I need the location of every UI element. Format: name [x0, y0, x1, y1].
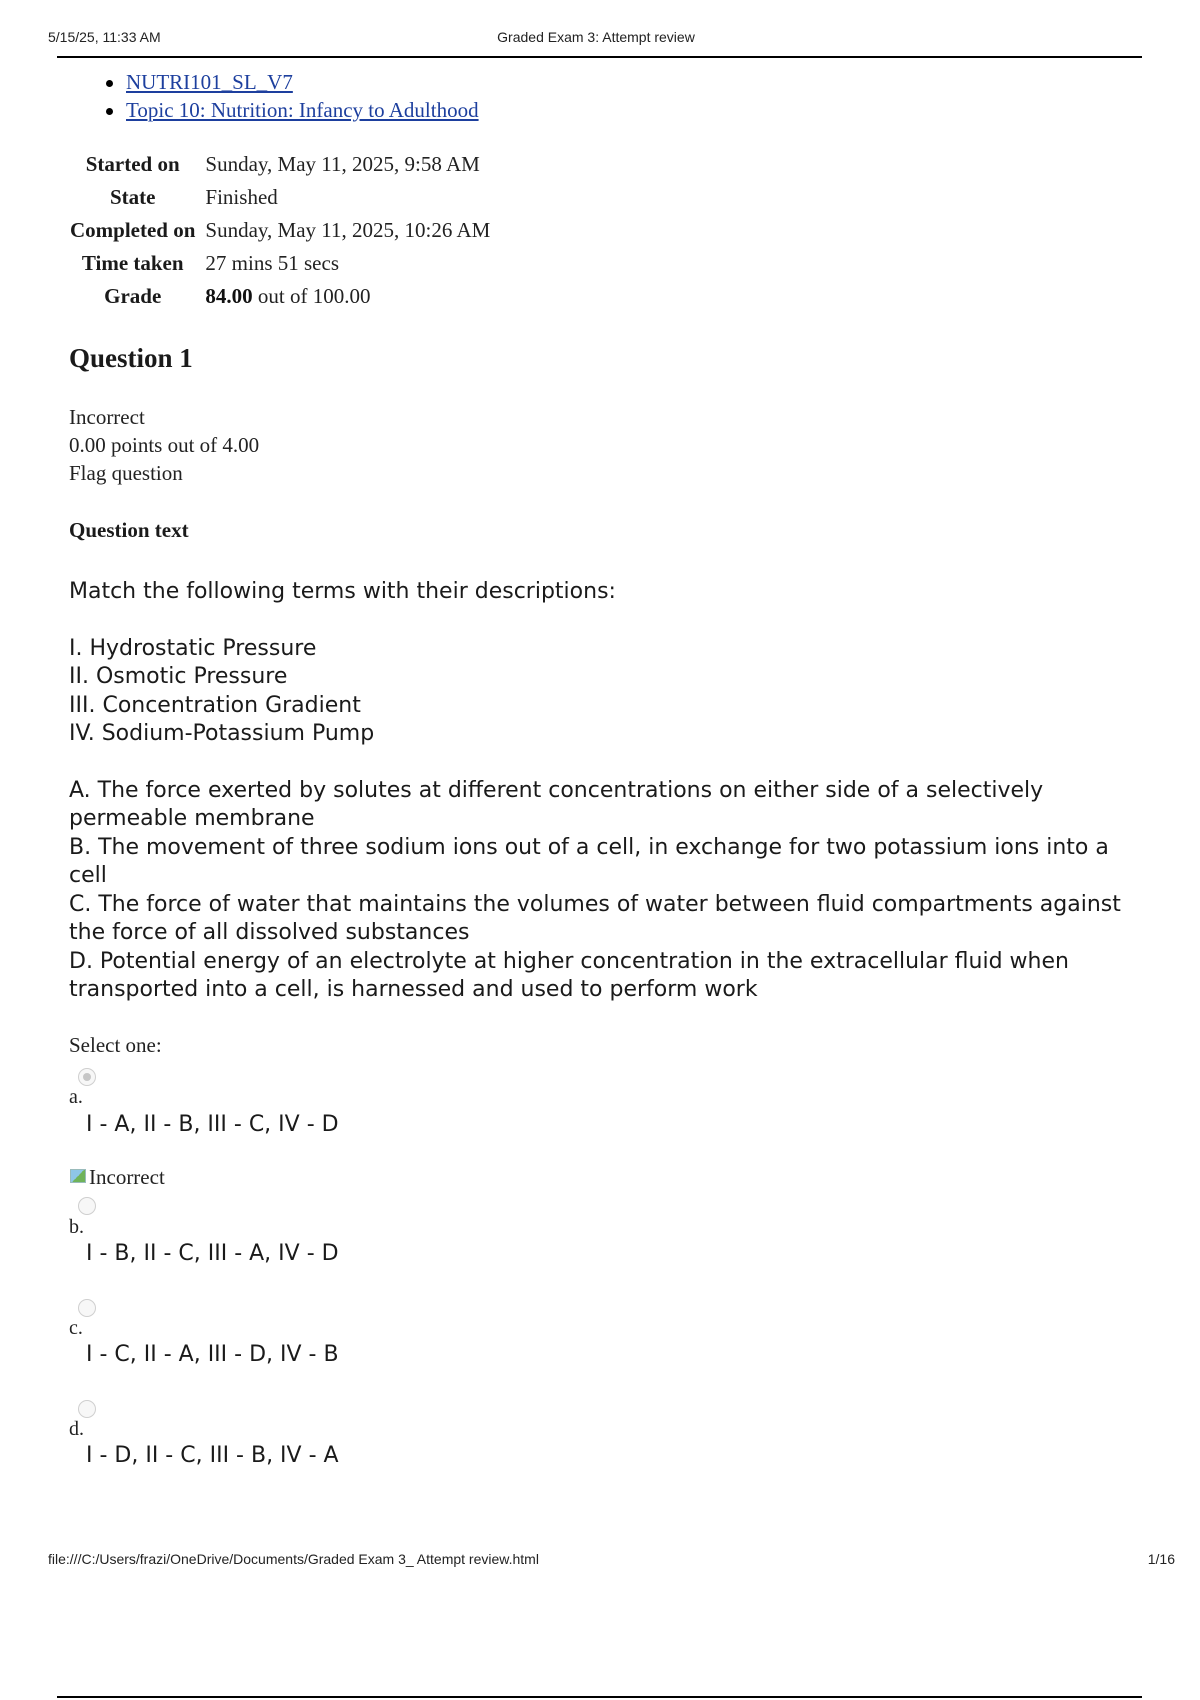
- summary-row-time: [70, 247, 490, 280]
- term-item: III. Concentration Gradient: [69, 692, 361, 718]
- incorrect-icon: [69, 1167, 89, 1187]
- term-item: I. Hydrostatic Pressure: [69, 635, 317, 661]
- answer-feedback: [69, 1165, 165, 1190]
- summary-label: Grade: [104, 284, 162, 308]
- term-item: IV. Sodium-Potassium Pump: [69, 721, 375, 746]
- description-item: D. Potential energy of an electrolyte at higher concentration in the extracellular fluid when transported into a cell, is harnessed and used to perform work: [69, 948, 1069, 1002]
- header-divider: [57, 56, 1142, 58]
- print-footer: [48, 1551, 1175, 1569]
- option-b-letter: b.: [69, 1216, 84, 1238]
- question-title: Question 1: [69, 343, 193, 373]
- summary-label: Time taken: [81, 251, 184, 275]
- option-d-text: I - D, II - C, III - B, IV - A: [86, 1443, 339, 1468]
- option-a-letter: a.: [69, 1086, 83, 1108]
- print-timestamp: 5/15/25, 11:33 AM: [48, 29, 161, 45]
- question-text-label: Question text: [69, 518, 189, 542]
- breadcrumb-item: [104, 96, 479, 124]
- summary-row-completed: [70, 214, 490, 247]
- description-item: C. The force of water that maintains the volumes of water between fluid compartments against the force of all dissolved substances: [69, 891, 1121, 945]
- grade-value: [199, 280, 490, 313]
- question-prompt: Match the following terms with their descriptions:: [69, 579, 616, 604]
- summary-value: Sunday, May 11, 2025, 9:58 AM: [205, 152, 480, 176]
- summary-row-grade: [70, 280, 490, 313]
- summary-label: State: [109, 185, 156, 209]
- option-b-text: I - B, II - C, III - A, IV - D: [86, 1241, 339, 1266]
- print-page-number: 1/16: [1147, 1551, 1175, 1567]
- option-d-letter: d.: [69, 1418, 84, 1440]
- summary-value: Sunday, May 11, 2025, 10:26 AM: [205, 218, 491, 242]
- summary-row-state: [70, 181, 490, 214]
- breadcrumb-link-course[interactable]: NUTRI101_SL_V7: [126, 70, 293, 94]
- option-a-radio[interactable]: [78, 1068, 96, 1086]
- option-c-text: I - C, II - A, III - D, IV - B: [86, 1342, 339, 1367]
- print-header: [48, 29, 1144, 47]
- question-body: [69, 578, 1149, 1005]
- summary-value: 27 mins 51 secs: [205, 251, 339, 275]
- summary-row-started: [70, 148, 490, 181]
- question-status: Incorrect: [69, 405, 145, 429]
- option-a-text: I - A, II - B, III - C, IV - D: [86, 1112, 339, 1137]
- summary-label: Completed on: [70, 218, 196, 242]
- breadcrumb-item: [104, 68, 479, 96]
- option-b-radio[interactable]: [78, 1197, 96, 1215]
- grade-suffix: out of 100.00: [252, 284, 371, 308]
- option-d-radio[interactable]: [78, 1400, 96, 1418]
- question-info: [69, 403, 259, 487]
- attempt-summary-table: [70, 148, 490, 313]
- option-c-letter: c.: [69, 1317, 83, 1339]
- question-points: 0.00 points out of 4.00: [69, 433, 260, 457]
- breadcrumb-link-topic[interactable]: Topic 10: Nutrition: Infancy to Adulthood: [126, 98, 479, 122]
- summary-label: Started on: [85, 152, 180, 176]
- feedback-text: Incorrect: [89, 1165, 165, 1189]
- term-list: [69, 635, 1149, 749]
- summary-value: Finished: [205, 185, 278, 209]
- description-item: B. The movement of three sodium ions out of a cell, in exchange for two potassium ions into a cell: [69, 834, 1109, 888]
- print-file-path: file:///C:/Users/frazi/OneDrive/Documents/Graded Exam 3_ Attempt review.html: [48, 1551, 539, 1567]
- flag-question-link[interactable]: Flag question: [69, 461, 183, 485]
- grade-score: 84.00: [205, 284, 253, 308]
- description-item: A. The force exerted by solutes at different concentrations on either side of a selectively permeable membrane: [69, 777, 1044, 831]
- description-list: [69, 777, 1149, 1005]
- option-c-radio[interactable]: [78, 1299, 96, 1317]
- term-item: II. Osmotic Pressure: [69, 664, 288, 689]
- breadcrumb: [104, 68, 479, 124]
- print-document-title: Graded Exam 3: Attempt review: [497, 29, 695, 45]
- bottom-divider: [57, 1696, 1142, 1698]
- select-one-label: Select one:: [69, 1033, 162, 1057]
